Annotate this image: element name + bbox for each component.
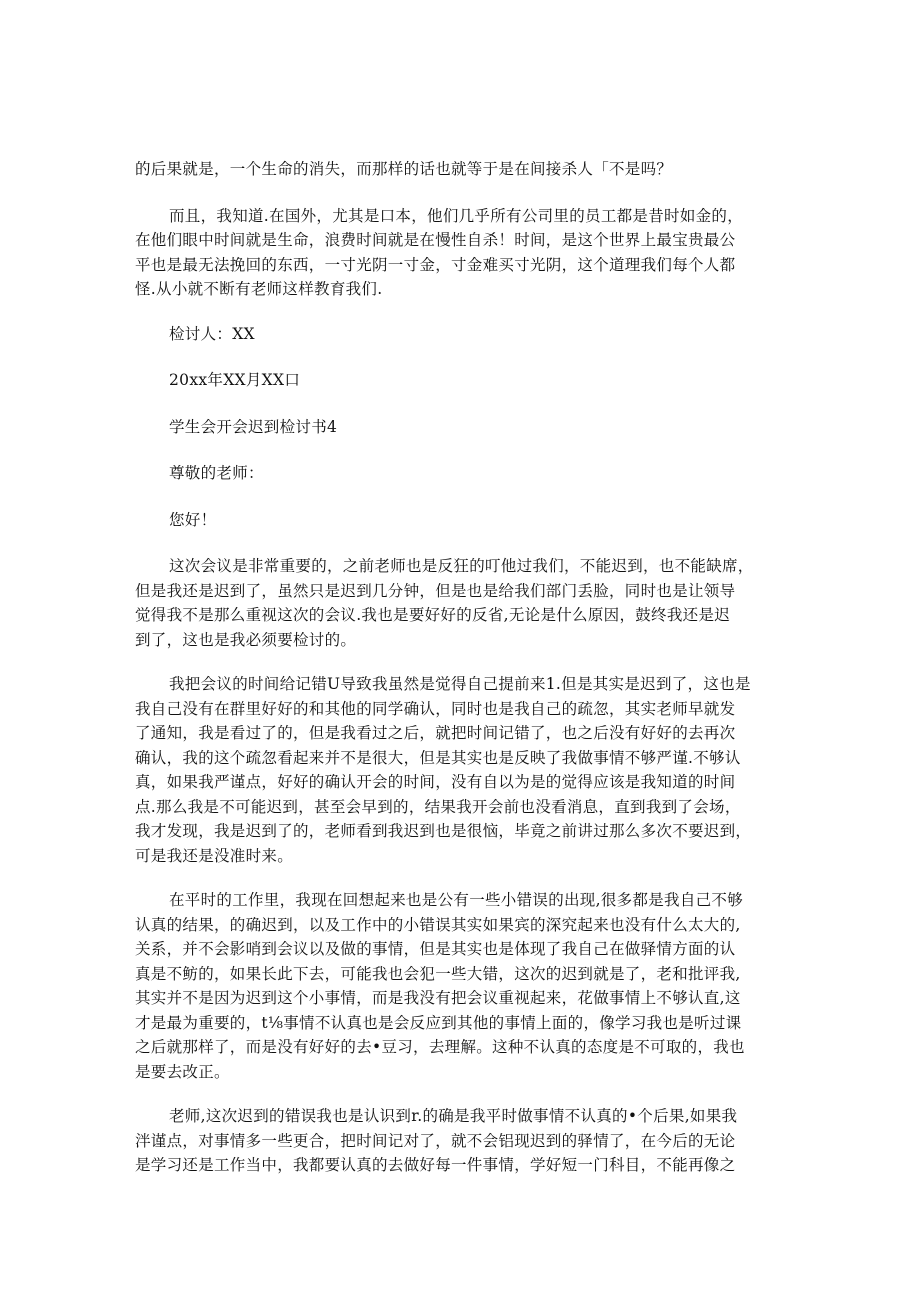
paragraph xyxy=(135,368,785,393)
paragraph xyxy=(135,508,785,533)
text-line: 平也是最无法挽回的东西，一寸光阴一寸金，寸金难买寸光阴，这个道理我们每个人都 xyxy=(135,255,736,274)
text-line: 学生会开会迟到检讨书4 xyxy=(169,417,338,436)
text-line: 认真的结果，的确迟到，以及工作中的小错误其实如果宾的深究起来也没有什么太大的, xyxy=(135,915,741,934)
text-line: 我才发现，我是迟到了的，老师看到我迟到也是很恼，毕竟之前讲过那么多次不要迟到， xyxy=(135,822,752,840)
text-line: 尊敬的老师： xyxy=(169,464,264,482)
text-line: 之后就那样了，而是没有好好的去•豆习，去理解。这种不认真的态度是不可取的，我也 xyxy=(135,1038,745,1056)
text-line: 老师,这次迟到的错误我也是认识到r.的确是我平时做事情不认真的•个后果,如果我 xyxy=(169,1107,738,1125)
text-line: 是要去改正。 xyxy=(135,1062,230,1081)
text-line: 但是我还是迟到了，虽然只是迟到几分钟，但是也是给我们部门丢脸，同时也是让领导 xyxy=(135,581,736,600)
text-line: 20xx年XX月XX口 xyxy=(169,371,301,389)
text-line: 这次会议是非常重要的，之前老师也是反狂的叮他过我们，不能迟到，也不能缺席， xyxy=(169,557,754,575)
text-line: 真，如果我严谨点，好好的确认开会的时间，没有自以为是的觉得应该是我知道的时间 xyxy=(135,773,736,791)
text-line: 了通知，我是看过了的，但是我看过之后，就把时间记错了，也之后没有好好的去再次 xyxy=(135,724,736,742)
text-line: 才是最为重要的，t⅛事情不认真也是会反应到其他的事情上面的，像学习我也是听过课 xyxy=(135,1013,742,1032)
text-line: 怪.从小就不断有老师这样教育我们. xyxy=(135,280,383,298)
document-body xyxy=(135,157,785,1198)
paragraph xyxy=(135,204,785,302)
text-line: 而且，我知道.在国外，尤其是口本，他们几乎所有公司里的员工都是昔时如金的， xyxy=(169,206,744,225)
text-line: 确认，我的这个疏忽看起来并不是很大，但是其实也是反映了我做事情不够严谨.不够认 xyxy=(135,748,741,767)
paragraph xyxy=(135,888,785,1084)
paragraph xyxy=(135,554,785,652)
text-line: 是学习还是工作当中，我都要认真的去做好每一件事情，学好短一门科目，不能再像之 xyxy=(135,1156,736,1174)
text-line: 点.那么我是不可能迟到，甚至会早到的，结果我开会前也没看消息，直到我到了会场， xyxy=(135,797,741,816)
paragraph xyxy=(135,672,785,868)
text-line: 真是不鲂的，如果长此下去，可能我也会犯一些大错，这次的迟到就是了，老和批评我, xyxy=(135,964,741,983)
text-line: 检讨人：XX xyxy=(169,324,255,343)
text-line: 其实并不是因为迟到这个小事情，而是我没有把会议重视起来，花做事情上不够认直,这 xyxy=(135,989,741,1007)
text-line: 的后果就是，一个生命的消失，而那样的话也就等于是在间接杀人「不是吗？ xyxy=(135,160,673,178)
paragraph xyxy=(135,461,785,486)
paragraph xyxy=(135,157,785,182)
text-line: 在平时的工作里，我现在回想起来也是公有一些小错误的出现,很多都是我自己不够 xyxy=(169,891,744,909)
text-line: 可是我还是没准时来。 xyxy=(135,846,294,865)
text-line: 您好！ xyxy=(169,510,217,529)
text-line: 在他们眼中时间就是生命，浪费时间就是在慢性自杀！时间，是这个世界上最宝贵最公 xyxy=(135,231,736,249)
text-line: 到了，这也是我必须要检讨的。 xyxy=(135,630,357,649)
text-line: 我把会议的时间给记错U导致我虽然是觉得自己提前来1.但是其实是迟到了，这也是 xyxy=(169,675,751,693)
text-line: 关系，并不会影哨到会议以及做的事情，但是其实也是体现了我自己在做驿情方面的认 xyxy=(135,940,736,958)
text-line: 我自己没有在群里好好的和其他的同学确认，同时也是我自己的疏忽，其实老师早就发 xyxy=(135,699,736,718)
paragraph xyxy=(135,415,785,440)
paragraph xyxy=(135,1104,785,1178)
text-line: 泮谨点，对事情多一些更合，把时间记对了，就不会铝现迟到的驿情了，在今后的无论 xyxy=(135,1131,736,1150)
paragraph xyxy=(135,322,785,347)
text-line: 觉得我不是那么重视这次的会议.我也是要好好的反省,无论是什么原因，鼓终我还是迟 xyxy=(135,606,731,624)
